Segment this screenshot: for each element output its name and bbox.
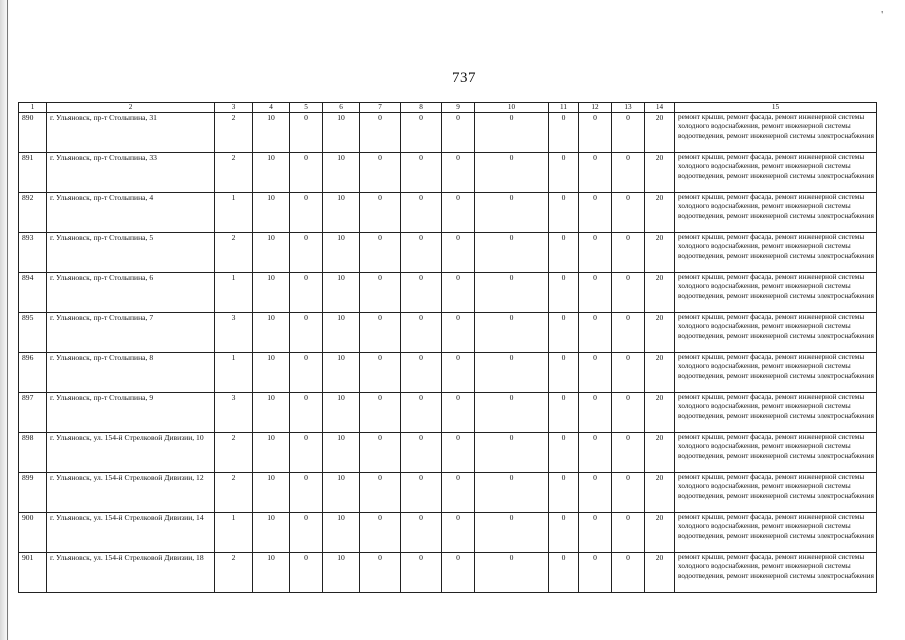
col-12-value: 0 (579, 433, 612, 473)
col-12-value: 0 (579, 513, 612, 553)
col-8-value: 0 (401, 233, 442, 273)
table-row (19, 353, 877, 393)
work-types: ремонт крыши, ремонт фасада, ремонт инженерной системы холодного водоснабжения, ремонт инженерной системы водоотведения, ремонт инженерной системы электроснабжения (675, 353, 877, 393)
col-8-value: 0 (401, 273, 442, 313)
col-9-value: 0 (442, 113, 475, 153)
col-5-value: 0 (290, 313, 323, 353)
col-8-value: 0 (401, 113, 442, 153)
col-4-value: 10 (253, 193, 290, 233)
col-9-value: 0 (442, 473, 475, 513)
header-cell: 10 (475, 103, 549, 113)
col-5-value: 0 (290, 353, 323, 393)
table-row (19, 153, 877, 193)
col-3-value: 1 (215, 273, 253, 313)
col-8-value: 0 (401, 473, 442, 513)
repair-program-table (18, 102, 877, 593)
col-8-value: 0 (401, 553, 442, 593)
col-14-value: 20 (645, 553, 675, 593)
address: г. Ульяновск, пр-т Столыпина, 7 (47, 313, 215, 353)
col-13-value: 0 (612, 433, 645, 473)
col-11-value: 0 (549, 473, 579, 513)
col-10-value: 0 (475, 193, 549, 233)
work-types: ремонт крыши, ремонт фасада, ремонт инженерной системы холодного водоснабжения, ремонт инженерной системы водоотведения, ремонт инженерной системы электроснабжения (675, 473, 877, 513)
header-cell: 3 (215, 103, 253, 113)
col-7-value: 0 (360, 353, 401, 393)
col-6-value: 10 (323, 313, 360, 353)
address: г. Ульяновск, ул. 154-й Стрелковой Дивизии, 10 (47, 433, 215, 473)
header-cell: 1 (19, 103, 47, 113)
table-row (19, 233, 877, 273)
col-9-value: 0 (442, 513, 475, 553)
col-8-value: 0 (401, 153, 442, 193)
col-13-value: 0 (612, 353, 645, 393)
col-8-value: 0 (401, 513, 442, 553)
col-12-value: 0 (579, 113, 612, 153)
row-number: 899 (19, 473, 47, 513)
col-9-value: 0 (442, 433, 475, 473)
col-3-value: 2 (215, 153, 253, 193)
col-8-value: 0 (401, 353, 442, 393)
address: г. Ульяновск, пр-т Столыпина, 4 (47, 193, 215, 233)
col-3-value: 1 (215, 353, 253, 393)
col-3-value: 2 (215, 433, 253, 473)
col-13-value: 0 (612, 393, 645, 433)
col-4-value: 10 (253, 353, 290, 393)
table-row (19, 393, 877, 433)
col-7-value: 0 (360, 393, 401, 433)
col-7-value: 0 (360, 433, 401, 473)
header-cell: 2 (47, 103, 215, 113)
address: г. Ульяновск, ул. 154-й Стрелковой Дивизии, 14 (47, 513, 215, 553)
row-number: 895 (19, 313, 47, 353)
col-7-value: 0 (360, 113, 401, 153)
col-5-value: 0 (290, 473, 323, 513)
work-types: ремонт крыши, ремонт фасада, ремонт инженерной системы холодного водоснабжения, ремонт инженерной системы водоотведения, ремонт инженерной системы электроснабжения (675, 193, 877, 233)
col-4-value: 10 (253, 233, 290, 273)
col-13-value: 0 (612, 153, 645, 193)
col-13-value: 0 (612, 193, 645, 233)
col-9-value: 0 (442, 393, 475, 433)
col-13-value: 0 (612, 273, 645, 313)
col-10-value: 0 (475, 473, 549, 513)
col-4-value: 10 (253, 273, 290, 313)
row-number: 890 (19, 113, 47, 153)
col-12-value: 0 (579, 473, 612, 513)
col-5-value: 0 (290, 153, 323, 193)
table-row (19, 193, 877, 233)
row-number: 893 (19, 233, 47, 273)
col-14-value: 20 (645, 353, 675, 393)
col-5-value: 0 (290, 193, 323, 233)
work-types: ремонт крыши, ремонт фасада, ремонт инженерной системы холодного водоснабжения, ремонт инженерной системы водоотведения, ремонт инженерной системы электроснабжения (675, 433, 877, 473)
col-11-value: 0 (549, 513, 579, 553)
row-number: 892 (19, 193, 47, 233)
scan-binding-edge (0, 0, 10, 640)
col-5-value: 0 (290, 553, 323, 593)
col-14-value: 20 (645, 473, 675, 513)
col-7-value: 0 (360, 553, 401, 593)
work-types: ремонт крыши, ремонт фасада, ремонт инженерной системы холодного водоснабжения, ремонт инженерной системы водоотведения, ремонт инженерной системы электроснабжения (675, 273, 877, 313)
work-types: ремонт крыши, ремонт фасада, ремонт инженерной системы холодного водоснабжения, ремонт инженерной системы водоотведения, ремонт инженерной системы электроснабжения (675, 113, 877, 153)
table-body (19, 113, 877, 593)
work-types: ремонт крыши, ремонт фасада, ремонт инженерной системы холодного водоснабжения, ремонт инженерной системы водоотведения, ремонт инженерной системы электроснабжения (675, 393, 877, 433)
table-row (19, 113, 877, 153)
col-14-value: 20 (645, 433, 675, 473)
col-11-value: 0 (549, 153, 579, 193)
work-types: ремонт крыши, ремонт фасада, ремонт инженерной системы холодного водоснабжения, ремонт инженерной системы водоотведения, ремонт инженерной системы электроснабжения (675, 513, 877, 553)
col-4-value: 10 (253, 393, 290, 433)
col-6-value: 10 (323, 233, 360, 273)
col-3-value: 2 (215, 553, 253, 593)
col-13-value: 0 (612, 473, 645, 513)
col-7-value: 0 (360, 473, 401, 513)
col-5-value: 0 (290, 513, 323, 553)
col-13-value: 0 (612, 513, 645, 553)
col-6-value: 10 (323, 433, 360, 473)
col-6-value: 10 (323, 273, 360, 313)
col-10-value: 0 (475, 273, 549, 313)
col-11-value: 0 (549, 233, 579, 273)
col-10-value: 0 (475, 313, 549, 353)
header-cell: 6 (323, 103, 360, 113)
header-cell: 12 (579, 103, 612, 113)
address: г. Ульяновск, ул. 154-й Стрелковой Дивизии, 18 (47, 553, 215, 593)
col-13-value: 0 (612, 313, 645, 353)
work-types: ремонт крыши, ремонт фасада, ремонт инженерной системы холодного водоснабжения, ремонт инженерной системы водоотведения, ремонт инженерной системы электроснабжения (675, 233, 877, 273)
row-number: 900 (19, 513, 47, 553)
col-7-value: 0 (360, 273, 401, 313)
header-cell: 15 (675, 103, 877, 113)
col-11-value: 0 (549, 433, 579, 473)
col-10-value: 0 (475, 553, 549, 593)
col-14-value: 20 (645, 513, 675, 553)
col-3-value: 2 (215, 473, 253, 513)
col-6-value: 10 (323, 473, 360, 513)
col-13-value: 0 (612, 233, 645, 273)
col-5-value: 0 (290, 233, 323, 273)
col-4-value: 10 (253, 513, 290, 553)
col-9-value: 0 (442, 273, 475, 313)
row-number: 897 (19, 393, 47, 433)
col-4-value: 10 (253, 113, 290, 153)
col-4-value: 10 (253, 433, 290, 473)
col-12-value: 0 (579, 273, 612, 313)
col-9-value: 0 (442, 193, 475, 233)
col-10-value: 0 (475, 233, 549, 273)
table-row (19, 433, 877, 473)
col-6-value: 10 (323, 513, 360, 553)
col-11-value: 0 (549, 113, 579, 153)
col-6-value: 10 (323, 553, 360, 593)
col-8-value: 0 (401, 433, 442, 473)
col-6-value: 10 (323, 193, 360, 233)
col-10-value: 0 (475, 113, 549, 153)
col-10-value: 0 (475, 433, 549, 473)
col-9-value: 0 (442, 553, 475, 593)
col-5-value: 0 (290, 113, 323, 153)
table-row (19, 273, 877, 313)
address: г. Ульяновск, пр-т Столыпина, 33 (47, 153, 215, 193)
address: г. Ульяновск, пр-т Столыпина, 5 (47, 233, 215, 273)
col-14-value: 20 (645, 153, 675, 193)
header-cell: 4 (253, 103, 290, 113)
col-12-value: 0 (579, 233, 612, 273)
col-10-value: 0 (475, 353, 549, 393)
col-14-value: 20 (645, 233, 675, 273)
col-9-value: 0 (442, 233, 475, 273)
col-12-value: 0 (579, 153, 612, 193)
page-number: 737 (452, 70, 476, 86)
col-6-value: 10 (323, 153, 360, 193)
col-8-value: 0 (401, 193, 442, 233)
col-14-value: 20 (645, 113, 675, 153)
address: г. Ульяновск, пр-т Столыпина, 8 (47, 353, 215, 393)
column-number-row (19, 103, 877, 113)
col-11-value: 0 (549, 313, 579, 353)
col-10-value: 0 (475, 513, 549, 553)
col-8-value: 0 (401, 313, 442, 353)
col-10-value: 0 (475, 393, 549, 433)
col-12-value: 0 (579, 313, 612, 353)
table-row (19, 553, 877, 593)
col-6-value: 10 (323, 353, 360, 393)
col-4-value: 10 (253, 473, 290, 513)
header-cell: 7 (360, 103, 401, 113)
col-14-value: 20 (645, 273, 675, 313)
col-14-value: 20 (645, 313, 675, 353)
corner-mark: ' (881, 10, 883, 21)
col-12-value: 0 (579, 193, 612, 233)
row-number: 896 (19, 353, 47, 393)
col-11-value: 0 (549, 553, 579, 593)
col-4-value: 10 (253, 553, 290, 593)
work-types: ремонт крыши, ремонт фасада, ремонт инженерной системы холодного водоснабжения, ремонт инженерной системы водоотведения, ремонт инженерной системы электроснабжения (675, 313, 877, 353)
header-cell: 14 (645, 103, 675, 113)
col-13-value: 0 (612, 113, 645, 153)
col-6-value: 10 (323, 113, 360, 153)
col-7-value: 0 (360, 153, 401, 193)
col-7-value: 0 (360, 233, 401, 273)
col-5-value: 0 (290, 393, 323, 433)
col-3-value: 3 (215, 313, 253, 353)
col-5-value: 0 (290, 273, 323, 313)
table-row (19, 473, 877, 513)
header-cell: 8 (401, 103, 442, 113)
col-5-value: 0 (290, 433, 323, 473)
col-3-value: 3 (215, 393, 253, 433)
work-types: ремонт крыши, ремонт фасада, ремонт инженерной системы холодного водоснабжения, ремонт инженерной системы водоотведения, ремонт инженерной системы электроснабжения (675, 153, 877, 193)
col-11-value: 0 (549, 193, 579, 233)
row-number: 901 (19, 553, 47, 593)
col-4-value: 10 (253, 313, 290, 353)
col-13-value: 0 (612, 553, 645, 593)
col-12-value: 0 (579, 353, 612, 393)
row-number: 894 (19, 273, 47, 313)
col-12-value: 0 (579, 393, 612, 433)
col-9-value: 0 (442, 153, 475, 193)
col-3-value: 1 (215, 193, 253, 233)
col-11-value: 0 (549, 393, 579, 433)
address: г. Ульяновск, пр-т Столыпина, 9 (47, 393, 215, 433)
col-7-value: 0 (360, 513, 401, 553)
address: г. Ульяновск, пр-т Столыпина, 6 (47, 273, 215, 313)
col-6-value: 10 (323, 393, 360, 433)
table-row (19, 313, 877, 353)
col-3-value: 2 (215, 113, 253, 153)
work-types: ремонт крыши, ремонт фасада, ремонт инженерной системы холодного водоснабжения, ремонт инженерной системы водоотведения, ремонт инженерной системы электроснабжения (675, 553, 877, 593)
scan-binding-line (7, 0, 8, 640)
header-cell: 11 (549, 103, 579, 113)
col-9-value: 0 (442, 313, 475, 353)
col-10-value: 0 (475, 153, 549, 193)
address: г. Ульяновск, ул. 154-й Стрелковой Дивизии, 12 (47, 473, 215, 513)
header-cell: 13 (612, 103, 645, 113)
col-14-value: 20 (645, 393, 675, 433)
row-number: 891 (19, 153, 47, 193)
col-11-value: 0 (549, 353, 579, 393)
col-3-value: 1 (215, 513, 253, 553)
col-8-value: 0 (401, 393, 442, 433)
col-11-value: 0 (549, 273, 579, 313)
table-row (19, 513, 877, 553)
col-7-value: 0 (360, 313, 401, 353)
col-14-value: 20 (645, 193, 675, 233)
header-cell: 5 (290, 103, 323, 113)
header-cell: 9 (442, 103, 475, 113)
col-9-value: 0 (442, 353, 475, 393)
col-7-value: 0 (360, 193, 401, 233)
col-12-value: 0 (579, 553, 612, 593)
row-number: 898 (19, 433, 47, 473)
col-3-value: 2 (215, 233, 253, 273)
address: г. Ульяновск, пр-т Столыпина, 31 (47, 113, 215, 153)
col-4-value: 10 (253, 153, 290, 193)
